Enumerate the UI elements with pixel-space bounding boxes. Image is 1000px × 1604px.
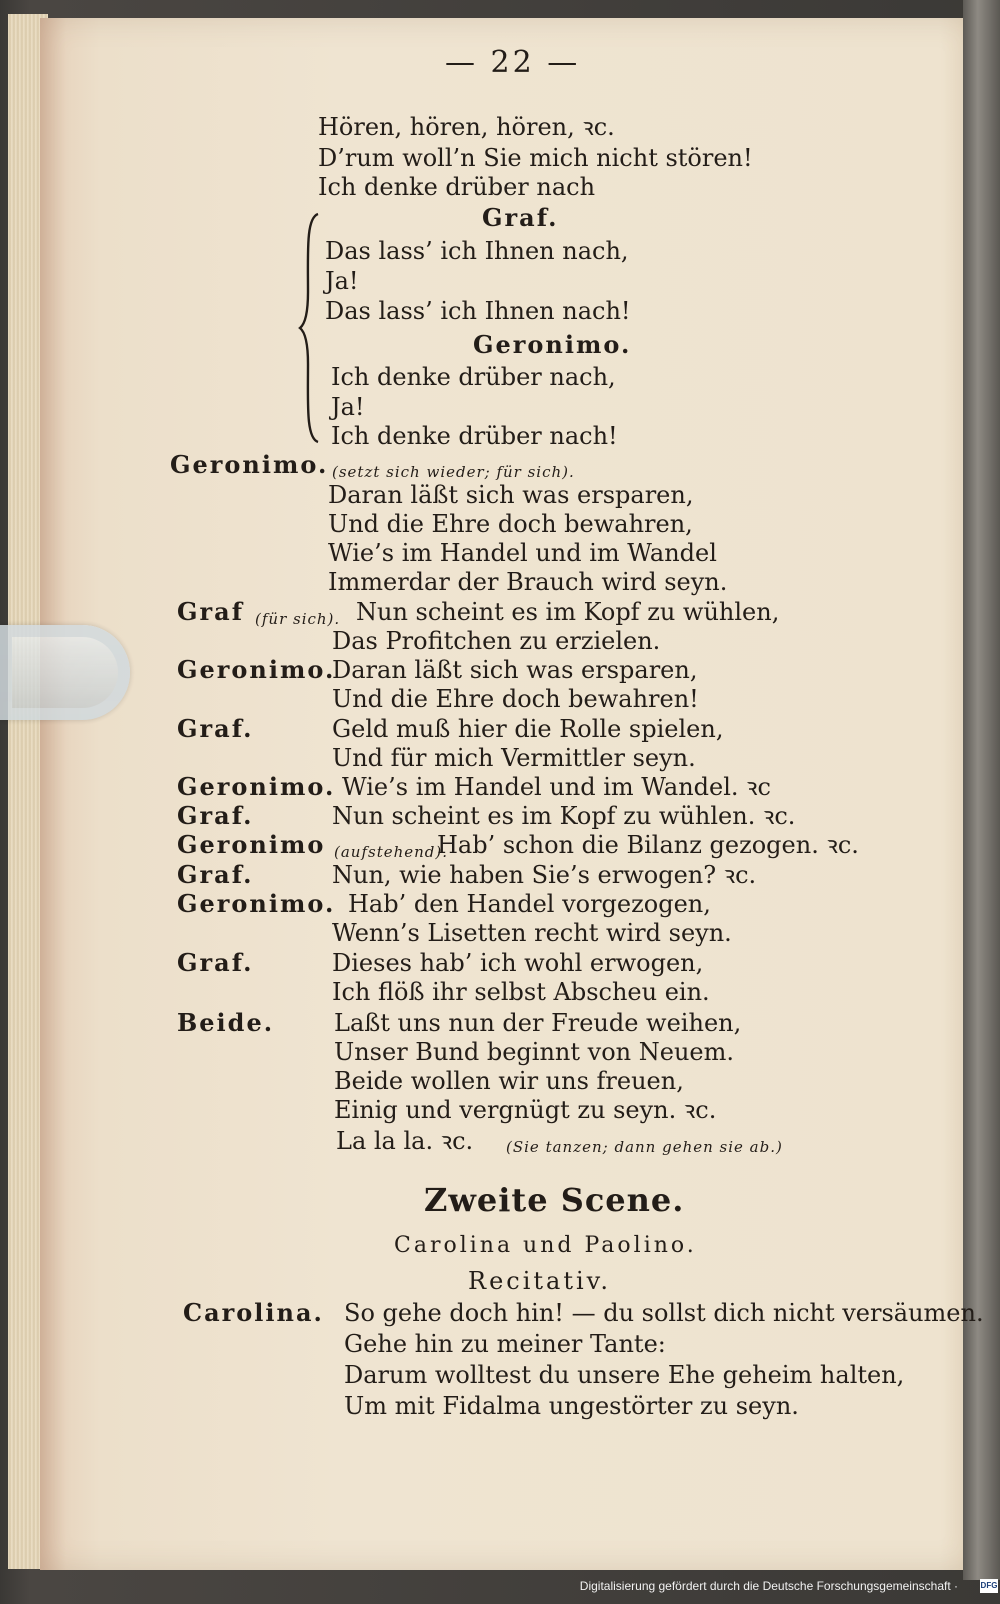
dialogue-line: Immerdar der Brauch wird seyn. (328, 568, 728, 596)
book-spine-edge (963, 0, 1000, 1580)
dialogue-line: Nun, wie haben Sie’s erwogen? ꝛc. (332, 861, 757, 889)
speaker-heading: Graf. (482, 203, 559, 232)
speaker-name: Graf. (177, 714, 254, 743)
speaker-name: Geronimo. (177, 655, 336, 684)
dialogue-line: Einig und vergnügt zu seyn. ꝛc. (334, 1096, 717, 1124)
verse-line: Das lass’ ich Ihnen nach, (325, 237, 629, 265)
dialogue-line: Beide wollen wir uns freuen, (334, 1067, 684, 1095)
dialogue-line: Hab’ schon die Bilanz gezogen. ꝛc. (437, 831, 859, 859)
curly-brace-icon (298, 212, 322, 444)
dialogue-line: Und die Ehre doch bewahren, (328, 510, 693, 538)
dialogue-line: Darum wolltest du unsere Ehe geheim halten, (344, 1361, 905, 1389)
dialogue-line: Nun scheint es im Kopf zu wühlen, (356, 598, 780, 626)
speaker-name: Geronimo. (177, 772, 336, 801)
dialogue-line: Wie’s im Handel und im Wandel (328, 539, 717, 567)
scene-persons: Carolina und Paolino. (394, 1233, 697, 1258)
verse-line: Das lass’ ich Ihnen nach! (325, 297, 631, 325)
dialogue-line: Das Profitchen zu erzielen. (332, 627, 661, 655)
dialogue-line: Hab’ den Handel vorgezogen, (348, 890, 711, 918)
page-clip (0, 625, 130, 720)
page-number: — 22 — (445, 45, 581, 80)
dialogue-line: So gehe doch hin! — du sollst dich nicht versäumen. (344, 1299, 984, 1327)
verse-line: Ja! (325, 267, 359, 295)
dfg-logo: DFG (980, 1579, 998, 1593)
speaker-name: Carolina. (183, 1298, 324, 1327)
dialogue-line: Ich flöß ihr selbst Abscheu ein. (332, 978, 710, 1006)
speaker-name: Geronimo. (170, 450, 329, 479)
speaker-name: Geronimo (177, 830, 326, 859)
speaker-name: Beide. (177, 1008, 275, 1037)
speaker-name: Graf (177, 597, 245, 626)
dialogue-line: Unser Bund beginnt von Neuem. (334, 1038, 734, 1066)
scene-title: Zweite Scene. (424, 1181, 685, 1219)
dialogue-line: Laßt uns nun der Freude weihen, (334, 1009, 742, 1037)
scene-form-label: Recitativ. (468, 1267, 612, 1295)
dialogue-line: La la la. ꝛc. (336, 1127, 474, 1155)
dialogue-line: Daran läßt sich was ersparen, (332, 656, 698, 684)
speaker-name: Graf. (177, 948, 254, 977)
verse-line: Ich denke drüber nach, (331, 363, 616, 391)
verse-line: Ja! (331, 393, 365, 421)
dialogue-line: Und für mich Vermittler seyn. (332, 744, 696, 772)
verse-line: Hören, hören, hören, ꝛc. (318, 113, 615, 141)
stage-direction: (aufstehend). (334, 843, 449, 861)
dialogue-line: Geld muß hier die Rolle spielen, (332, 715, 724, 743)
stage-direction: (setzt sich wieder; für sich). (332, 463, 575, 481)
stage-direction: (Sie tanzen; dann gehen sie ab.) (506, 1138, 783, 1156)
speaker-name: Geronimo. (177, 889, 336, 918)
dialogue-line: Gehe hin zu meiner Tante: (344, 1330, 666, 1358)
dialogue-line: Daran läßt sich was ersparen, (328, 481, 694, 509)
digitization-footer: Digitalisierung gefördert durch die Deutsche Forschungsgemeinschaft · (579, 1579, 958, 1593)
dialogue-line: Und die Ehre doch bewahren! (332, 685, 699, 713)
dialogue-line: Dieses hab’ ich wohl erwogen, (332, 949, 704, 977)
dialogue-line: Wenn’s Lisetten recht wird seyn. (332, 919, 732, 947)
speaker-heading: Geronimo. (473, 330, 632, 359)
verse-line: Ich denke drüber nach! (331, 422, 618, 450)
dialogue-line: Wie’s im Handel und im Wandel. ꝛc (342, 773, 771, 801)
stage-direction: (für sich). (255, 610, 341, 628)
verse-line: D’rum woll’n Sie mich nicht stören! (318, 144, 753, 172)
dialogue-line: Um mit Fidalma ungestörter zu seyn. (344, 1392, 799, 1420)
speaker-name: Graf. (177, 801, 254, 830)
dialogue-line: Nun scheint es im Kopf zu wühlen. ꝛc. (332, 802, 796, 830)
speaker-name: Graf. (177, 860, 254, 889)
verse-line: Ich denke drüber nach (318, 173, 596, 201)
